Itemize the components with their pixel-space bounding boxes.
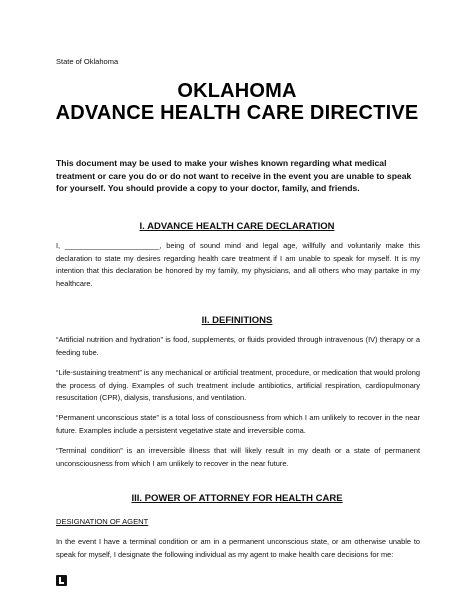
- definition-artificial-nutrition: “Artificial nutrition and hydration” is food, supplements, or fluids provided through intravenous (IV) therapy or a feeding tube.: [56, 335, 420, 357]
- intro-paragraph: This document may be used to make your wishes known regarding what medical treatment or care you do or do not want to receive in the event you are unable to speak for yourself. You should provide a copy to your doctor, family, and friends.: [56, 158, 412, 193]
- designation-of-agent-heading: DESIGNATION OF AGENT: [56, 517, 149, 526]
- designation-paragraph: In the event I have a terminal condition or am in a permanent unconscious state, or am otherwise unable to speak for myself, I designate the following individual as my agent to make health care decisions for me:: [56, 537, 420, 559]
- section-heading-definitions-text: II. DEFINITIONS: [201, 315, 273, 326]
- legal-templates-logo-icon: [56, 575, 67, 586]
- definition-life-sustaining: “Life-sustaining treatment” is any mechanical or artificial treatment, procedure, or medication that would prolong the process of dying. Examples of such treatment include antibiotics, artificial respiration, cardiopulmonary resuscitation (CPR), dialysis, transfusions, and ventilation.: [56, 368, 420, 403]
- section-heading-declaration-text: I. ADVANCE HEALTH CARE DECLARATION: [139, 221, 335, 232]
- definition-terminal-condition: “Terminal condition” is an irreversible illness that will likely result in my death or a state of permanent unconsciousness from which I am unlikely to recover in the near future.: [56, 446, 420, 468]
- section-heading-declaration: [0, 221, 474, 232]
- section-heading-power-of-attorney: [0, 493, 474, 504]
- document-title-line1: OKLAHOMA: [177, 80, 297, 102]
- document-title-line2: ADVANCE HEALTH CARE DIRECTIVE: [55, 102, 419, 124]
- declaration-paragraph: I, _______________________, being of sound mind and legal age, willfully and voluntarily make this declaration to state my desires regarding health care treatment if I am unable to speak for myself. It is my intention that this declaration be honored by my family, my physicians, and all others who may partake in my healthcare.: [56, 241, 420, 288]
- state-label: State of Oklahoma: [56, 57, 119, 66]
- section-heading-power-of-attorney-text: III. POWER OF ATTORNEY FOR HEALTH CARE: [131, 493, 343, 504]
- section-heading-definitions: [0, 315, 474, 326]
- definition-permanent-unconscious: “Permanent unconscious state” is a total loss of consciousness from which I am unlikely to recover in the near future. Examples include a persistent vegetative state and irreversible coma.: [56, 413, 420, 435]
